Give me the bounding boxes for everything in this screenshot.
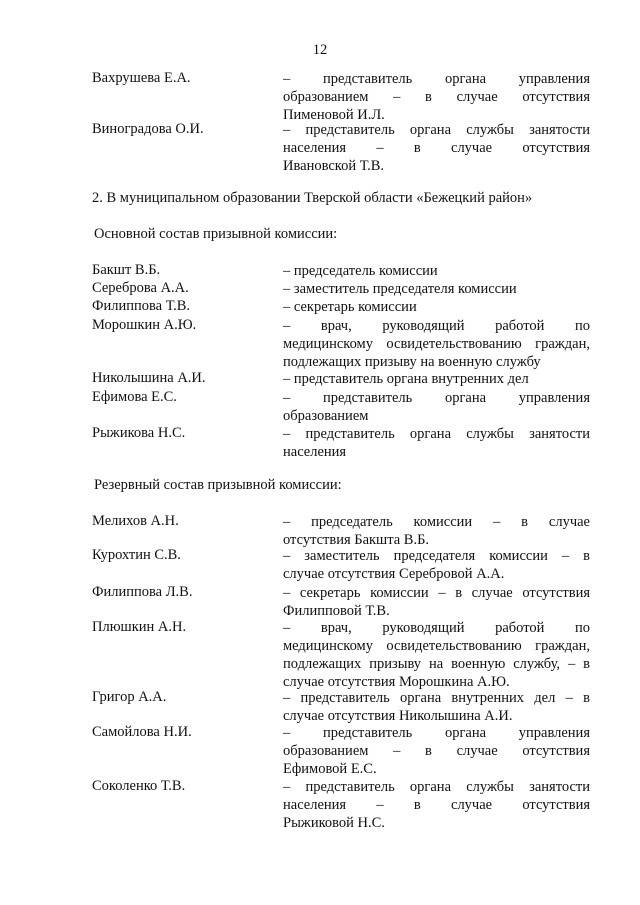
member-role (283, 584, 590, 620)
main-composition-heading: Основной состав призывной комиссии: (94, 226, 338, 242)
member-name: Рыжикова Н.С. (92, 425, 186, 441)
role-line: – председатель комиссии – в случае (283, 514, 590, 530)
member-role (283, 280, 590, 298)
role-line: – секретарь комиссии (283, 299, 417, 315)
member-name: Николышина А.И. (92, 370, 206, 386)
role-line: образованием – в случае отсутствия (283, 743, 590, 759)
member-role (283, 70, 590, 124)
role-line: случае отсутствия Морошкина А.Ю. (283, 674, 510, 690)
member-name: Мелихов А.Н. (92, 513, 179, 529)
member-name: Ефимова Е.С. (92, 389, 177, 405)
role-line: населения – в случае отсутствия (283, 797, 590, 813)
member-name: Курохтин С.В. (92, 547, 181, 563)
member-role (283, 298, 590, 316)
member-role (283, 513, 590, 549)
role-line: – представитель органа управления (283, 725, 590, 741)
member-name: Самойлова Н.И. (92, 724, 192, 740)
member-role (283, 778, 590, 832)
member-role (283, 389, 590, 425)
member-name: Плюшкин А.Н. (92, 619, 187, 635)
member-role (283, 724, 590, 778)
role-line: Ефимовой Е.С. (283, 761, 377, 777)
section-2-heading: 2. В муниципальном образовании Тверской области «Бежецкий район» (92, 190, 533, 206)
member-name: Морошкин А.Ю. (92, 317, 197, 333)
role-line: – председатель комиссии (283, 263, 438, 279)
member-name: Филиппова Л.В. (92, 584, 193, 600)
member-role (283, 370, 590, 388)
member-role (283, 619, 590, 691)
member-name: Григор А.А. (92, 689, 167, 705)
member-role (283, 425, 590, 461)
member-role (283, 547, 590, 583)
role-line: – представитель органа внутренних дел – в (283, 690, 590, 706)
member-role (283, 317, 590, 371)
role-line: – врач, руководящий работой по (283, 318, 590, 334)
role-line: населения – в случае отсутствия (283, 140, 590, 156)
role-line: подлежащих призыву на военную службу (283, 354, 541, 370)
member-role (283, 262, 590, 280)
role-line: – представитель органа службы занятости (283, 122, 590, 138)
role-line: образованием – в случае отсутствия (283, 89, 590, 105)
role-line: отсутствия Бакшта В.Б. (283, 532, 430, 548)
member-name: Сереброва А.А. (92, 280, 189, 296)
role-line: случае отсутствия Серебровой А.А. (283, 566, 505, 582)
page-number: 12 (312, 42, 328, 58)
role-line: медицинскому освидетельствованию граждан, (283, 638, 590, 654)
role-line: – врач, руководящий работой по (283, 620, 590, 636)
member-name: Бакшт В.Б. (92, 262, 161, 278)
role-line: – заместитель председателя комиссии (283, 281, 517, 297)
role-line: Пименовой И.Л. (283, 107, 385, 123)
role-line: – секретарь комиссии – в случае отсутствия (283, 585, 590, 601)
role-line: Ивановской Т.В. (283, 158, 385, 174)
role-line: – представитель органа управления (283, 71, 590, 87)
member-role (283, 121, 590, 175)
role-line: населения (283, 444, 347, 460)
role-line: – представитель органа службы занятости (283, 779, 590, 795)
role-line: – представитель органа внутренних дел (283, 371, 529, 387)
role-line: – представитель органа управления (283, 390, 590, 406)
role-line: – заместитель председателя комиссии – в (283, 548, 590, 564)
member-name: Виноградова О.И. (92, 121, 204, 137)
role-line: Рыжиковой Н.С. (283, 815, 385, 831)
role-line: случае отсутствия Николышина А.И. (283, 708, 513, 724)
role-line: – представитель органа службы занятости (283, 426, 590, 442)
member-role (283, 689, 590, 725)
role-line: подлежащих призыву на военную службу, – в (283, 656, 590, 672)
member-name: Филиппова Т.В. (92, 298, 191, 314)
member-name: Вахрушева Е.А. (92, 70, 191, 86)
role-line: образованием (283, 408, 369, 424)
reserve-composition-heading: Резервный состав призывной комиссии: (94, 477, 342, 493)
member-name: Соколенко Т.В. (92, 778, 186, 794)
role-line: медицинскому освидетельствованию граждан, (283, 336, 590, 352)
role-line: Филипповой Т.В. (283, 603, 390, 619)
